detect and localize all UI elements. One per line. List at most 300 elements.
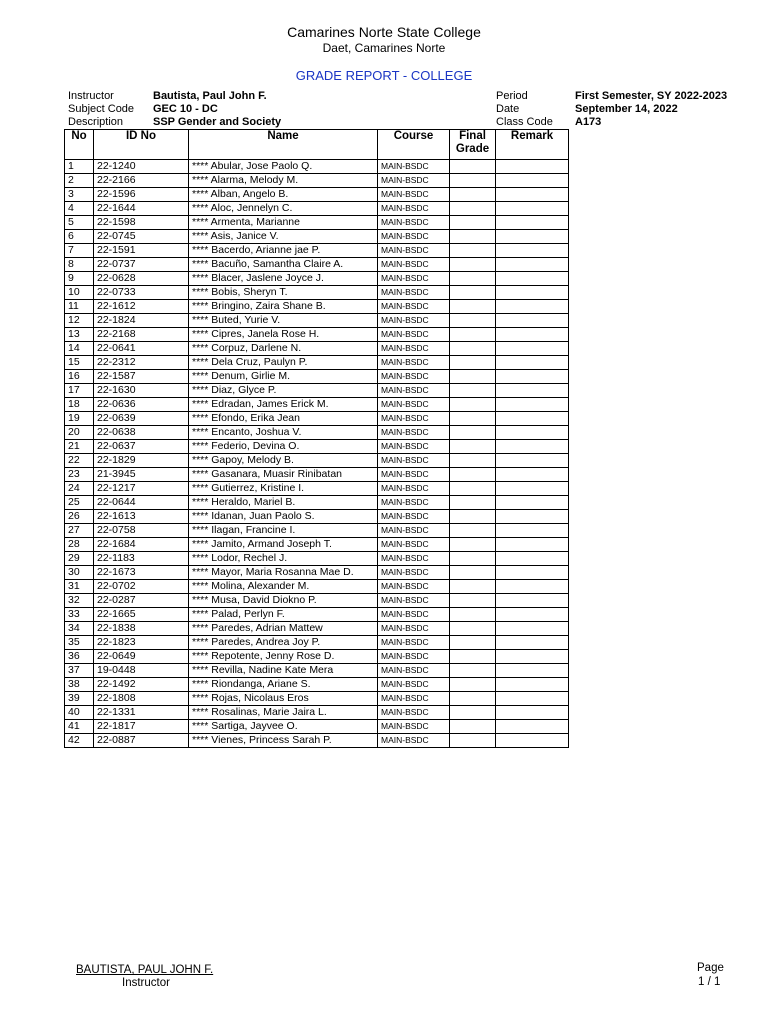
table-row xyxy=(65,580,569,594)
cell-name: **** Sartiga, Jayvee O. xyxy=(189,720,378,734)
cell-id-no: 22-0758 xyxy=(94,524,189,538)
cell-final-grade xyxy=(450,496,496,510)
subject-code-value: GEC 10 - DC xyxy=(153,103,218,115)
cell-course: MAIN-BSDC xyxy=(378,384,450,398)
cell-remark xyxy=(496,706,569,720)
page-number: 1 / 1 xyxy=(698,976,721,988)
cell-id-no: 22-1183 xyxy=(94,552,189,566)
column-header-final-grade xyxy=(450,130,496,160)
cell-no: 1 xyxy=(65,160,94,174)
cell-final-grade xyxy=(450,286,496,300)
cell-course: MAIN-BSDC xyxy=(378,258,450,272)
cell-course: MAIN-BSDC xyxy=(378,734,450,748)
table-row xyxy=(65,216,569,230)
cell-name: **** Jamito, Armand Joseph T. xyxy=(189,538,378,552)
table-row xyxy=(65,356,569,370)
table-row xyxy=(65,720,569,734)
cell-remark xyxy=(496,188,569,202)
cell-final-grade xyxy=(450,384,496,398)
cell-no: 7 xyxy=(65,244,94,258)
class-code-label: Class Code xyxy=(496,116,553,128)
cell-remark xyxy=(496,286,569,300)
cell-final-grade xyxy=(450,510,496,524)
cell-no: 26 xyxy=(65,510,94,524)
cell-course: MAIN-BSDC xyxy=(378,230,450,244)
cell-course: MAIN-BSDC xyxy=(378,622,450,636)
report-title: GRADE REPORT - COLLEGE xyxy=(295,68,473,83)
cell-course: MAIN-BSDC xyxy=(378,664,450,678)
cell-remark xyxy=(496,384,569,398)
cell-id-no: 22-0628 xyxy=(94,272,189,286)
cell-course: MAIN-BSDC xyxy=(378,608,450,622)
cell-id-no: 22-0887 xyxy=(94,734,189,748)
cell-no: 42 xyxy=(65,734,94,748)
cell-id-no: 22-1587 xyxy=(94,370,189,384)
table-row xyxy=(65,328,569,342)
cell-no: 11 xyxy=(65,300,94,314)
cell-name: **** Repotente, Jenny Rose D. xyxy=(189,650,378,664)
table-row xyxy=(65,258,569,272)
cell-no: 3 xyxy=(65,188,94,202)
column-header-id: ID No xyxy=(94,130,189,160)
cell-id-no: 22-0638 xyxy=(94,426,189,440)
cell-final-grade xyxy=(450,440,496,454)
cell-name: **** Idanan, Juan Paolo S. xyxy=(189,510,378,524)
cell-course: MAIN-BSDC xyxy=(378,636,450,650)
cell-name: **** Encanto, Joshua V. xyxy=(189,426,378,440)
page-label: Page xyxy=(697,962,724,974)
cell-name: **** Gutierrez, Kristine I. xyxy=(189,482,378,496)
cell-remark xyxy=(496,636,569,650)
cell-course: MAIN-BSDC xyxy=(378,300,450,314)
table-row xyxy=(65,384,569,398)
description-label: Description xyxy=(68,116,124,128)
table-row xyxy=(65,566,569,580)
table-row xyxy=(65,272,569,286)
cell-id-no: 22-0644 xyxy=(94,496,189,510)
cell-course: MAIN-BSDC xyxy=(378,202,450,216)
cell-final-grade xyxy=(450,398,496,412)
cell-name: **** Gapoy, Melody B. xyxy=(189,454,378,468)
cell-course: MAIN-BSDC xyxy=(378,594,450,608)
cell-id-no: 22-1673 xyxy=(94,566,189,580)
cell-name: **** Rosalinas, Marie Jaira L. xyxy=(189,706,378,720)
cell-course: MAIN-BSDC xyxy=(378,524,450,538)
cell-no: 15 xyxy=(65,356,94,370)
cell-final-grade xyxy=(450,482,496,496)
table-row xyxy=(65,482,569,496)
date-label: Date xyxy=(496,103,520,115)
period-value: First Semester, SY 2022-2023 xyxy=(575,90,728,102)
cell-no: 34 xyxy=(65,622,94,636)
cell-course: MAIN-BSDC xyxy=(378,356,450,370)
cell-id-no: 22-1817 xyxy=(94,720,189,734)
cell-id-no: 22-1630 xyxy=(94,384,189,398)
cell-id-no: 22-1240 xyxy=(94,160,189,174)
table-row xyxy=(65,594,569,608)
cell-name: **** Cipres, Janela Rose H. xyxy=(189,328,378,342)
cell-id-no: 22-0649 xyxy=(94,650,189,664)
cell-id-no: 22-0733 xyxy=(94,286,189,300)
cell-course: MAIN-BSDC xyxy=(378,496,450,510)
table-row xyxy=(65,468,569,482)
cell-name: **** Musa, David Diokno P. xyxy=(189,594,378,608)
cell-course: MAIN-BSDC xyxy=(378,370,450,384)
cell-course: MAIN-BSDC xyxy=(378,440,450,454)
cell-name: **** Armenta, Marianne xyxy=(189,216,378,230)
table-row xyxy=(65,664,569,678)
signature-title: Instructor xyxy=(122,977,170,989)
cell-id-no: 22-0702 xyxy=(94,580,189,594)
cell-no: 2 xyxy=(65,174,94,188)
cell-course: MAIN-BSDC xyxy=(378,468,450,482)
table-row xyxy=(65,678,569,692)
cell-final-grade xyxy=(450,160,496,174)
table-row xyxy=(65,496,569,510)
cell-id-no: 22-0745 xyxy=(94,230,189,244)
cell-no: 20 xyxy=(65,426,94,440)
cell-course: MAIN-BSDC xyxy=(378,216,450,230)
table-row xyxy=(65,426,569,440)
cell-no: 22 xyxy=(65,454,94,468)
cell-id-no: 19-0448 xyxy=(94,664,189,678)
cell-name: **** Edradan, James Erick M. xyxy=(189,398,378,412)
instructor-value: Bautista, Paul John F. xyxy=(153,90,267,102)
cell-id-no: 22-2166 xyxy=(94,174,189,188)
cell-final-grade xyxy=(450,370,496,384)
table-row xyxy=(65,300,569,314)
cell-name: **** Gasanara, Muasir Rinibatan xyxy=(189,468,378,482)
table-row xyxy=(65,524,569,538)
cell-name: **** Molina, Alexander M. xyxy=(189,580,378,594)
cell-id-no: 22-1612 xyxy=(94,300,189,314)
table-row xyxy=(65,370,569,384)
cell-no: 13 xyxy=(65,328,94,342)
table-row xyxy=(65,440,569,454)
cell-course: MAIN-BSDC xyxy=(378,552,450,566)
subject-code-label: Subject Code xyxy=(68,103,135,115)
cell-final-grade xyxy=(450,566,496,580)
cell-final-grade xyxy=(450,244,496,258)
cell-no: 30 xyxy=(65,566,94,580)
cell-final-grade xyxy=(450,300,496,314)
cell-final-grade xyxy=(450,426,496,440)
cell-final-grade xyxy=(450,174,496,188)
cell-course: MAIN-BSDC xyxy=(378,706,450,720)
cell-remark xyxy=(496,580,569,594)
table-row xyxy=(65,734,569,748)
date-value: September 14, 2022 xyxy=(575,103,678,115)
cell-no: 14 xyxy=(65,342,94,356)
cell-final-grade xyxy=(450,272,496,286)
cell-name: **** Alarma, Melody M. xyxy=(189,174,378,188)
cell-course: MAIN-BSDC xyxy=(378,454,450,468)
table-row xyxy=(65,692,569,706)
cell-final-grade xyxy=(450,692,496,706)
cell-no: 5 xyxy=(65,216,94,230)
cell-no: 27 xyxy=(65,524,94,538)
cell-no: 10 xyxy=(65,286,94,300)
cell-course: MAIN-BSDC xyxy=(378,692,450,706)
cell-final-grade xyxy=(450,314,496,328)
cell-no: 25 xyxy=(65,496,94,510)
cell-course: MAIN-BSDC xyxy=(378,174,450,188)
cell-final-grade xyxy=(450,608,496,622)
cell-no: 24 xyxy=(65,482,94,496)
cell-id-no: 22-1331 xyxy=(94,706,189,720)
cell-remark xyxy=(496,426,569,440)
cell-no: 29 xyxy=(65,552,94,566)
cell-name: **** Revilla, Nadine Kate Mera xyxy=(189,664,378,678)
cell-course: MAIN-BSDC xyxy=(378,160,450,174)
cell-id-no: 22-1598 xyxy=(94,216,189,230)
cell-no: 23 xyxy=(65,468,94,482)
cell-no: 33 xyxy=(65,608,94,622)
cell-final-grade xyxy=(450,202,496,216)
cell-remark xyxy=(496,482,569,496)
cell-course: MAIN-BSDC xyxy=(378,398,450,412)
cell-id-no: 22-1808 xyxy=(94,692,189,706)
cell-final-grade xyxy=(450,328,496,342)
cell-remark xyxy=(496,454,569,468)
cell-final-grade xyxy=(450,342,496,356)
cell-id-no: 22-0287 xyxy=(94,594,189,608)
cell-no: 28 xyxy=(65,538,94,552)
cell-no: 40 xyxy=(65,706,94,720)
column-header-course: Course xyxy=(378,130,450,160)
cell-name: **** Bacuño, Samantha Claire A. xyxy=(189,258,378,272)
cell-remark xyxy=(496,678,569,692)
period-label: Period xyxy=(496,90,528,102)
cell-course: MAIN-BSDC xyxy=(378,328,450,342)
table-row xyxy=(65,608,569,622)
cell-id-no: 22-1829 xyxy=(94,454,189,468)
cell-name: **** Corpuz, Darlene N. xyxy=(189,342,378,356)
cell-course: MAIN-BSDC xyxy=(378,342,450,356)
cell-remark xyxy=(496,496,569,510)
cell-name: **** Denum, Girlie M. xyxy=(189,370,378,384)
table-row xyxy=(65,412,569,426)
description-value: SSP Gender and Society xyxy=(153,116,282,128)
cell-remark xyxy=(496,216,569,230)
table-row xyxy=(65,202,569,216)
college-name: Camarines Norte State College xyxy=(287,24,481,40)
cell-name: **** Palad, Perlyn F. xyxy=(189,608,378,622)
cell-remark xyxy=(496,566,569,580)
column-header-remark: Remark xyxy=(496,130,569,160)
cell-remark xyxy=(496,594,569,608)
cell-name: **** Blacer, Jaslene Joyce J. xyxy=(189,272,378,286)
cell-remark xyxy=(496,538,569,552)
cell-final-grade xyxy=(450,580,496,594)
cell-remark xyxy=(496,230,569,244)
cell-no: 9 xyxy=(65,272,94,286)
table-row xyxy=(65,650,569,664)
cell-id-no: 22-1824 xyxy=(94,314,189,328)
cell-remark xyxy=(496,328,569,342)
cell-name: **** Asis, Janice V. xyxy=(189,230,378,244)
cell-no: 41 xyxy=(65,720,94,734)
cell-final-grade xyxy=(450,678,496,692)
table-row xyxy=(65,230,569,244)
cell-id-no: 22-1492 xyxy=(94,678,189,692)
cell-id-no: 22-2312 xyxy=(94,356,189,370)
cell-remark xyxy=(496,300,569,314)
cell-final-grade xyxy=(450,734,496,748)
cell-final-grade xyxy=(450,258,496,272)
cell-course: MAIN-BSDC xyxy=(378,188,450,202)
cell-final-grade xyxy=(450,454,496,468)
cell-id-no: 22-0636 xyxy=(94,398,189,412)
cell-name: **** Diaz, Glyce P. xyxy=(189,384,378,398)
cell-course: MAIN-BSDC xyxy=(378,426,450,440)
column-header-grade: Grade xyxy=(455,143,490,155)
cell-remark xyxy=(496,342,569,356)
cell-remark xyxy=(496,440,569,454)
cell-course: MAIN-BSDC xyxy=(378,412,450,426)
cell-remark xyxy=(496,734,569,748)
cell-final-grade xyxy=(450,216,496,230)
cell-remark xyxy=(496,244,569,258)
cell-remark xyxy=(496,398,569,412)
grade-table xyxy=(64,129,569,748)
cell-id-no: 22-0737 xyxy=(94,258,189,272)
cell-final-grade xyxy=(450,356,496,370)
cell-id-no: 22-1838 xyxy=(94,622,189,636)
cell-course: MAIN-BSDC xyxy=(378,580,450,594)
cell-remark xyxy=(496,272,569,286)
cell-course: MAIN-BSDC xyxy=(378,720,450,734)
cell-no: 4 xyxy=(65,202,94,216)
cell-remark xyxy=(496,258,569,272)
cell-remark xyxy=(496,664,569,678)
cell-id-no: 22-1613 xyxy=(94,510,189,524)
instructor-label: Instructor xyxy=(68,90,114,102)
cell-course: MAIN-BSDC xyxy=(378,566,450,580)
cell-name: **** Paredes, Andrea Joy P. xyxy=(189,636,378,650)
cell-name: **** Ilagan, Francine I. xyxy=(189,524,378,538)
cell-no: 18 xyxy=(65,398,94,412)
cell-course: MAIN-BSDC xyxy=(378,314,450,328)
cell-final-grade xyxy=(450,594,496,608)
cell-name: **** Dela Cruz, Paulyn P. xyxy=(189,356,378,370)
cell-remark xyxy=(496,160,569,174)
cell-id-no: 22-1217 xyxy=(94,482,189,496)
cell-no: 32 xyxy=(65,594,94,608)
cell-remark xyxy=(496,552,569,566)
table-row xyxy=(65,454,569,468)
table-row xyxy=(65,188,569,202)
cell-remark xyxy=(496,412,569,426)
cell-remark xyxy=(496,622,569,636)
cell-final-grade xyxy=(450,552,496,566)
cell-id-no: 22-1665 xyxy=(94,608,189,622)
cell-remark xyxy=(496,370,569,384)
cell-final-grade xyxy=(450,468,496,482)
cell-id-no: 22-2168 xyxy=(94,328,189,342)
cell-no: 39 xyxy=(65,692,94,706)
cell-name: **** Heraldo, Mariel B. xyxy=(189,496,378,510)
cell-course: MAIN-BSDC xyxy=(378,510,450,524)
column-header-final: Final xyxy=(459,130,486,142)
cell-final-grade xyxy=(450,636,496,650)
cell-remark xyxy=(496,692,569,706)
cell-remark xyxy=(496,356,569,370)
info-left-values xyxy=(153,90,281,129)
table-row xyxy=(65,622,569,636)
cell-final-grade xyxy=(450,650,496,664)
cell-name: **** Lodor, Rechel J. xyxy=(189,552,378,566)
cell-course: MAIN-BSDC xyxy=(378,272,450,286)
cell-id-no: 22-1591 xyxy=(94,244,189,258)
table-row xyxy=(65,244,569,258)
cell-name: **** Abular, Jose Paolo Q. xyxy=(189,160,378,174)
info-left-labels xyxy=(68,90,134,129)
cell-remark xyxy=(496,314,569,328)
table-header-row xyxy=(65,130,569,160)
cell-name: **** Federio, Devina O. xyxy=(189,440,378,454)
cell-name: **** Vienes, Princess Sarah P. xyxy=(189,734,378,748)
cell-no: 35 xyxy=(65,636,94,650)
cell-final-grade xyxy=(450,706,496,720)
cell-name: **** Alban, Angelo B. xyxy=(189,188,378,202)
table-row xyxy=(65,706,569,720)
cell-final-grade xyxy=(450,524,496,538)
cell-id-no: 22-1823 xyxy=(94,636,189,650)
cell-final-grade xyxy=(450,622,496,636)
cell-no: 31 xyxy=(65,580,94,594)
cell-course: MAIN-BSDC xyxy=(378,678,450,692)
table-row xyxy=(65,314,569,328)
cell-remark xyxy=(496,608,569,622)
cell-no: 36 xyxy=(65,650,94,664)
cell-remark xyxy=(496,468,569,482)
cell-id-no: 22-0637 xyxy=(94,440,189,454)
cell-name: **** Efondo, Erika Jean xyxy=(189,412,378,426)
table-row xyxy=(65,160,569,174)
cell-final-grade xyxy=(450,720,496,734)
cell-remark xyxy=(496,510,569,524)
cell-id-no: 22-0639 xyxy=(94,412,189,426)
college-address: Daet, Camarines Norte xyxy=(322,41,446,55)
cell-no: 8 xyxy=(65,258,94,272)
table-body xyxy=(65,160,569,748)
cell-remark xyxy=(496,720,569,734)
table-row xyxy=(65,510,569,524)
cell-final-grade xyxy=(450,412,496,426)
cell-name: **** Bobis, Sheryn T. xyxy=(189,286,378,300)
cell-name: **** Riondanga, Ariane S. xyxy=(189,678,378,692)
cell-id-no: 22-1644 xyxy=(94,202,189,216)
cell-final-grade xyxy=(450,538,496,552)
table-row xyxy=(65,174,569,188)
cell-no: 19 xyxy=(65,412,94,426)
table-row xyxy=(65,552,569,566)
column-header-no: No xyxy=(65,130,94,160)
cell-id-no: 21-3945 xyxy=(94,468,189,482)
class-code-value: A173 xyxy=(575,116,602,128)
cell-id-no: 22-1684 xyxy=(94,538,189,552)
column-header-name: Name xyxy=(189,130,378,160)
cell-no: 16 xyxy=(65,370,94,384)
info-right-values xyxy=(575,90,727,129)
cell-course: MAIN-BSDC xyxy=(378,482,450,496)
cell-no: 38 xyxy=(65,678,94,692)
cell-remark xyxy=(496,650,569,664)
table-row xyxy=(65,398,569,412)
cell-no: 37 xyxy=(65,664,94,678)
cell-no: 21 xyxy=(65,440,94,454)
